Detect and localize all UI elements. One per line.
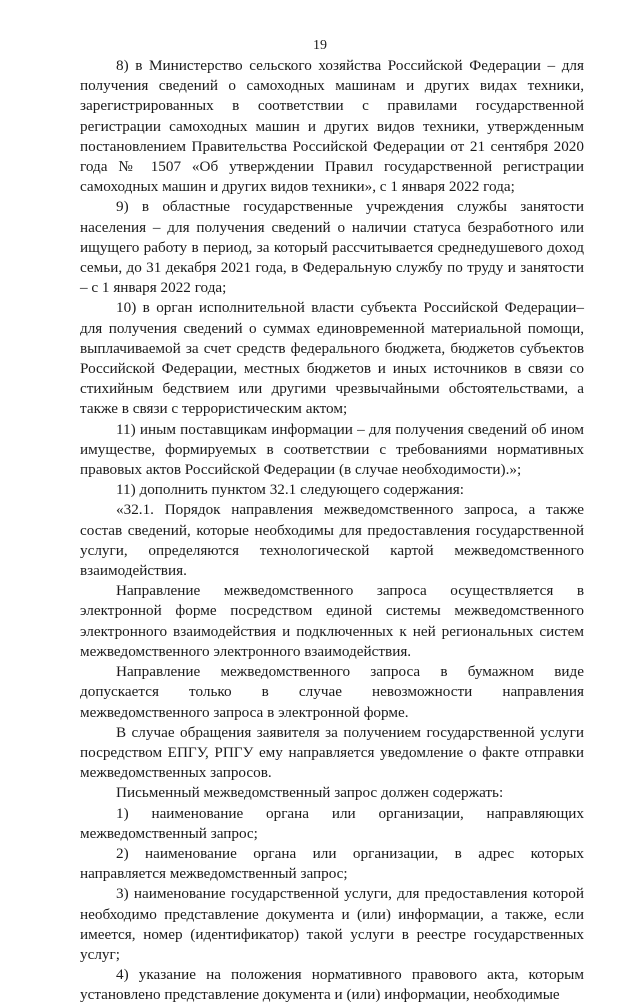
paragraph-electronic-request: Направление межведомственного запроса осуществляется в электронной форме посредством единой системы межведомственного электронного взаимодействия и подключенных к ней региональных систем межведомственного электронного взаимодействия. [80,582,584,660]
paragraph-amendment-11: 11) дополнить пунктом 32.1 следующего содержания: [116,481,464,499]
page-number: 19 [313,38,327,53]
paragraph-clause-32-1: «32.1. Порядок направления межведомственного запроса, а также состав сведений, которые необходимы для предоставления государственной услуги, определяются технологической картой межведомственного взаимодействия. [80,501,584,580]
paragraph-item-10: 10) в орган исполнительной власти субъекта Российской Федерации– для получения сведений о суммах единовременной материальной помощи, выплачиваемой за счет средств федерального бюджета, бюджетов субъектов Российской Федерации, местных бюджетов и иных источников в связи со стихийным бедствием или другими чрезвычайными обстоятельствами, а также в связи с террористическим актом; [80,299,584,418]
paragraph-paper-request: Направление межведомственного запроса в бумажном виде допускается только в случае невозможности направления межведомственного запроса в электронной форме. [80,663,584,721]
document-body [80,56,584,1006]
paragraph-item-8: 8) в Министерство сельского хозяйства Российской Федерации – для получения сведений о самоходных машинам и других видах техники, зарегистрированных в соответствии с правилами государственной регистрации самоходных машин и других видов техники, утвержденным постановлением Правительства Российской Федерации от 21 сентября 2020 года № 1507 «Об утверждении Правил государственной регистрации самоходных машин и других видов техники», с 1 января 2022 года; [80,57,584,196]
list-item-2: 2) наименование органа или организации, в адрес которых направляется межведомственный запрос; [80,844,584,883]
list-item-1: 1) наименование органа или организации, направляющих межведомственный запрос; [80,804,584,842]
paragraph-item-11: 11) иным поставщикам информации – для получения сведений об ином имуществе, формируемых в соответствии с требованиями нормативных правовых актов Российской Федерации (в случае необходимости).»; [80,420,584,479]
list-item-3: 3) наименование государственной услуги, для предоставления которой необходимо представление документа и (или) информации, а также, если имеется, номер (идентификатор) такой услуги в реестре государственных услуг; [80,885,584,963]
paragraph-item-9: 9) в областные государственные учреждения службы занятости населения – для получения сведений о наличии статуса безработного или ищущего работу в период, за который рассчитывается среднедушевого доход семьи, до 31 декабря 2021 года, в Федеральную службу по труду и занятости – с 1 января 2022 года; [80,198,584,297]
list-item-4: 4) указание на положения нормативного правового акта, которым установлено представление документа и (или) информации, необходимые [80,966,584,1004]
paragraph-request-contents: Письменный межведомственный запрос должен содержать: [116,784,504,802]
paragraph-notification: В случае обращения заявителя за получением государственной услуги посредством ЕПГУ, РПГУ ему направляется уведомление о факте отправки межведомственных запросов. [80,723,584,782]
